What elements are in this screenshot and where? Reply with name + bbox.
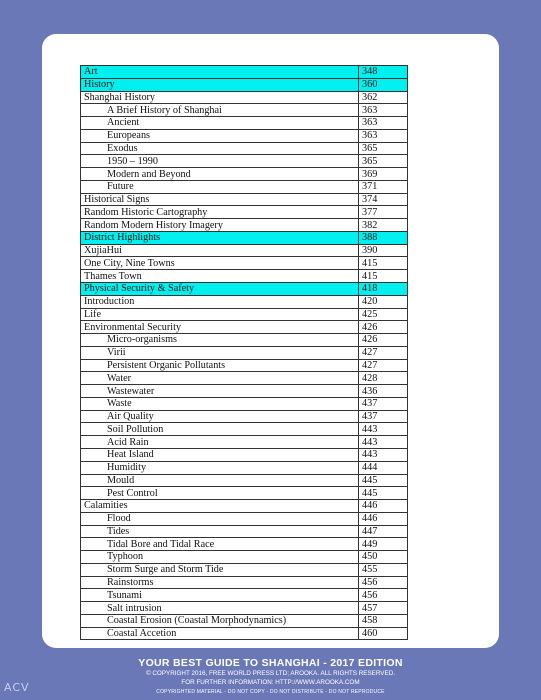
toc-entry-title: Calamities xyxy=(81,500,359,513)
toc-entry-title: Random Modern History Imagery xyxy=(81,219,359,232)
toc-row xyxy=(81,66,408,79)
toc-entry-page: 446 xyxy=(359,512,408,525)
toc-entry-page: 363 xyxy=(359,117,408,130)
toc-entry-page: 390 xyxy=(359,244,408,257)
toc-entry-page: 365 xyxy=(359,155,408,168)
toc-entry-page: 363 xyxy=(359,104,408,117)
toc-entry-page: 443 xyxy=(359,448,408,461)
toc-entry-title: Humidity xyxy=(81,461,359,474)
toc-row xyxy=(81,563,408,576)
toc-row xyxy=(81,142,408,155)
toc-entry-page: 377 xyxy=(359,206,408,219)
toc-row xyxy=(81,576,408,589)
toc-entry-page: 460 xyxy=(359,627,408,640)
toc-entry-title: Heat Island xyxy=(81,448,359,461)
toc-row xyxy=(81,206,408,219)
toc-entry-page: 418 xyxy=(359,283,408,296)
toc-row xyxy=(81,385,408,398)
toc-entry-page: 420 xyxy=(359,295,408,308)
watermark-logo: ACV xyxy=(4,681,30,694)
toc-row xyxy=(81,512,408,525)
toc-row xyxy=(81,602,408,615)
footer-info: FOR FURTHER INFORMATION: HTTP://WWW.AROOKA.COM xyxy=(181,679,360,686)
toc-row xyxy=(81,500,408,513)
toc-entry-title: 1950 – 1990 xyxy=(81,155,359,168)
toc-entry-title: One City, Nine Towns xyxy=(81,257,359,270)
toc-row xyxy=(81,397,408,410)
toc-entry-title: Thames Town xyxy=(81,270,359,283)
toc-entry-title: Pest Control xyxy=(81,487,359,500)
toc-entry-page: 437 xyxy=(359,410,408,423)
toc-entry-page: 360 xyxy=(359,78,408,91)
toc-row xyxy=(81,257,408,270)
toc-entry-page: 437 xyxy=(359,397,408,410)
toc-row xyxy=(81,346,408,359)
toc-row xyxy=(81,270,408,283)
toc-body xyxy=(81,66,408,640)
toc-row xyxy=(81,321,408,334)
toc-row xyxy=(81,334,408,347)
toc-entry-page: 457 xyxy=(359,602,408,615)
toc-row xyxy=(81,423,408,436)
toc-entry-title: Modern and Beyond xyxy=(81,168,359,181)
toc-entry-title: Coastal Accetion xyxy=(81,627,359,640)
toc-entry-page: 369 xyxy=(359,168,408,181)
toc-row xyxy=(81,117,408,130)
toc-entry-page: 426 xyxy=(359,321,408,334)
toc-entry-page: 455 xyxy=(359,563,408,576)
toc-row xyxy=(81,104,408,117)
toc-entry-title: Art xyxy=(81,66,359,79)
toc-row xyxy=(81,193,408,206)
toc-entry-title: District Highlights xyxy=(81,231,359,244)
toc-entry-page: 456 xyxy=(359,576,408,589)
toc-entry-page: 446 xyxy=(359,500,408,513)
toc-entry-page: 415 xyxy=(359,257,408,270)
toc-entry-title: Mould xyxy=(81,474,359,487)
toc-entry-title: Waste xyxy=(81,397,359,410)
toc-entry-title: Air Quality xyxy=(81,410,359,423)
toc-entry-page: 428 xyxy=(359,372,408,385)
table-of-contents xyxy=(80,65,408,640)
toc-entry-page: 447 xyxy=(359,525,408,538)
toc-entry-title: Europeans xyxy=(81,129,359,142)
toc-row xyxy=(81,448,408,461)
toc-entry-title: Future xyxy=(81,180,359,193)
toc-row xyxy=(81,461,408,474)
toc-row xyxy=(81,538,408,551)
toc-row xyxy=(81,474,408,487)
toc-entry-page: 445 xyxy=(359,487,408,500)
toc-entry-title: Historical Signs xyxy=(81,193,359,206)
toc-entry-title: Storm Surge and Storm Tide xyxy=(81,563,359,576)
toc-entry-title: Flood xyxy=(81,512,359,525)
toc-entry-page: 456 xyxy=(359,589,408,602)
toc-entry-title: Environmental Security xyxy=(81,321,359,334)
toc-entry-page: 426 xyxy=(359,334,408,347)
toc-entry-title: Introduction xyxy=(81,295,359,308)
toc-row xyxy=(81,91,408,104)
toc-entry-page: 443 xyxy=(359,423,408,436)
toc-entry-page: 458 xyxy=(359,614,408,627)
toc-entry-page: 415 xyxy=(359,270,408,283)
toc-row xyxy=(81,155,408,168)
toc-entry-page: 362 xyxy=(359,91,408,104)
toc-entry-title: Exodus xyxy=(81,142,359,155)
toc-row xyxy=(81,219,408,232)
toc-entry-page: 348 xyxy=(359,66,408,79)
toc-row xyxy=(81,525,408,538)
toc-entry-title: Typhoon xyxy=(81,551,359,564)
toc-entry-page: 427 xyxy=(359,359,408,372)
toc-row xyxy=(81,551,408,564)
toc-entry-title: Acid Rain xyxy=(81,436,359,449)
toc-row xyxy=(81,589,408,602)
toc-entry-title: Tsunami xyxy=(81,589,359,602)
toc-entry-title: XujiaHui xyxy=(81,244,359,257)
toc-entry-title: Tidal Bore and Tidal Race xyxy=(81,538,359,551)
toc-entry-title: Tides xyxy=(81,525,359,538)
toc-entry-title: Virii xyxy=(81,346,359,359)
toc-entry-title: Ancient xyxy=(81,117,359,130)
toc-entry-title: Water xyxy=(81,372,359,385)
toc-entry-page: 374 xyxy=(359,193,408,206)
toc-row xyxy=(81,244,408,257)
toc-row xyxy=(81,168,408,181)
toc-entry-title: Random Historic Cartography xyxy=(81,206,359,219)
footer-title: YOUR BEST GUIDE TO SHANGHAI - 2017 EDITION xyxy=(138,657,403,669)
toc-row xyxy=(81,410,408,423)
toc-entry-page: 363 xyxy=(359,129,408,142)
toc-entry-page: 382 xyxy=(359,219,408,232)
toc-row xyxy=(81,627,408,640)
toc-row xyxy=(81,180,408,193)
toc-row xyxy=(81,359,408,372)
toc-row xyxy=(81,436,408,449)
toc-row xyxy=(81,372,408,385)
toc-row xyxy=(81,487,408,500)
toc-entry-title: Rainstorms xyxy=(81,576,359,589)
footer-copyright: © COPYRIGHT 2016, FREE WORLD PRESS LTD; AROOKA. ALL RIGHTS RESERVED. xyxy=(145,670,395,677)
toc-entry-page: 444 xyxy=(359,461,408,474)
toc-row xyxy=(81,78,408,91)
toc-entry-title: Salt intrusion xyxy=(81,602,359,615)
toc-entry-page: 371 xyxy=(359,180,408,193)
toc-row xyxy=(81,614,408,627)
toc-entry-title: Soil Pollution xyxy=(81,423,359,436)
footer-legal: COPYRIGHTED MATERIAL - DO NOT COPY - DO NOT DISTRIBUTE - DO NOT REPRODUCE xyxy=(156,689,385,695)
toc-row xyxy=(81,283,408,296)
toc-entry-title: Life xyxy=(81,308,359,321)
toc-entry-page: 365 xyxy=(359,142,408,155)
toc-entry-title: Persistent Organic Pollutants xyxy=(81,359,359,372)
toc-entry-title: History xyxy=(81,78,359,91)
toc-entry-page: 450 xyxy=(359,551,408,564)
toc-entry-title: Wastewater xyxy=(81,385,359,398)
toc-entry-title: A Brief History of Shanghai xyxy=(81,104,359,117)
toc-entry-title: Shanghai History xyxy=(81,91,359,104)
toc-entry-title: Micro-organisms xyxy=(81,334,359,347)
toc-entry-title: Coastal Erosion (Coastal Morphodynamics) xyxy=(81,614,359,627)
toc-entry-page: 427 xyxy=(359,346,408,359)
toc-entry-page: 436 xyxy=(359,385,408,398)
toc-entry-page: 445 xyxy=(359,474,408,487)
toc-row xyxy=(81,295,408,308)
toc-row xyxy=(81,129,408,142)
toc-entry-title: Physical Security & Safety xyxy=(81,283,359,296)
toc-entry-page: 425 xyxy=(359,308,408,321)
toc-row xyxy=(81,231,408,244)
toc-entry-page: 443 xyxy=(359,436,408,449)
toc-entry-page: 449 xyxy=(359,538,408,551)
toc-entry-page: 388 xyxy=(359,231,408,244)
toc-row xyxy=(81,308,408,321)
